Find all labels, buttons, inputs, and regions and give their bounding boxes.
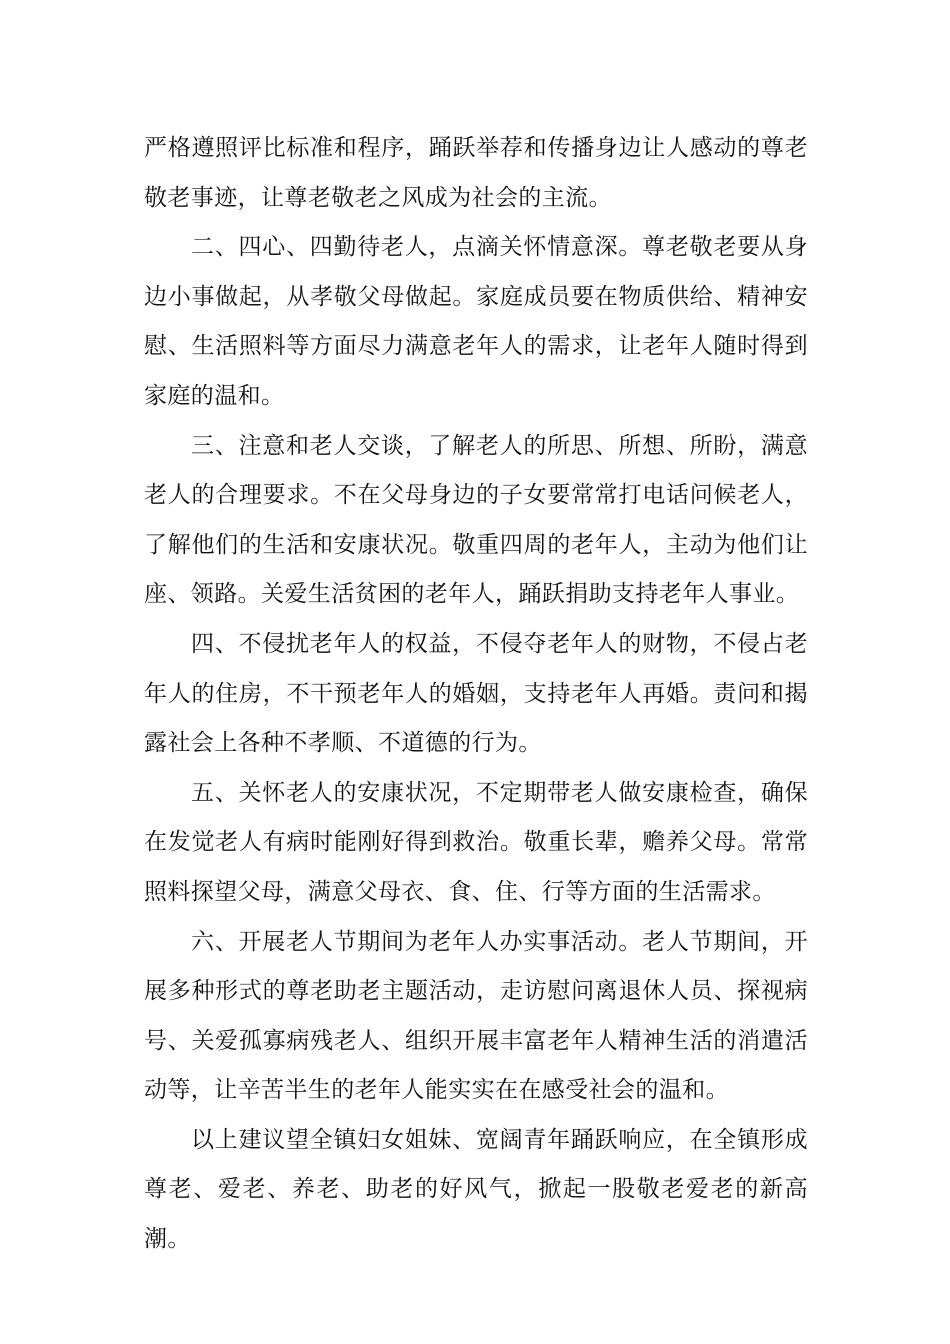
paragraph-item-5: 五、关怀老人的安康状况，不定期带老人做安康检查，确保在发觉老人有病时能刚好得到救治。敬重长辈，赡养父母。常常照料探望父母，满意父母衣、食、住、行等方面的生活需求。 [144, 779, 808, 905]
paragraph-item-6: 六、开展老人节期间为老年人办实事活动。老人节期间，开展多种形式的尊老助老主题活动，走访慰问离退休人员、探视病号、关爱孤寡病残老人、组织开展丰富老年人精神生活的消遣活动等，让辛苦半生的老年人能实实在在感受社会的温和。 [144, 928, 808, 1104]
document-body [144, 124, 808, 1265]
paragraph-item-3: 三、注意和老人交谈，了解老人的所思、所想、所盼，满意老人的合理要求。不在父母身边的子女要常常打电话问候老人，了解他们的生活和安康状况。敬重四周的老年人，主动为他们让座、领路。关爱生活贫困的老年人，踊跃捐助支持老年人事业。 [144, 432, 808, 608]
paragraph-item-2: 二、四心、四勤待老人，点滴关怀情意深。尊老敬老要从身边小事做起，从孝敬父母做起。家庭成员要在物质供给、精神安慰、生活照料等方面尽力满意老年人的需求，让老年人随时得到家庭的温和。 [144, 234, 808, 409]
paragraph-item-4: 四、不侵扰老年人的权益，不侵夺老年人的财物，不侵占老年人的住房，不干预老年人的婚姻，支持老年人再婚。责问和揭露社会上各种不孝顺、不道德的行为。 [144, 630, 808, 757]
paragraph-continuation: 严格遵照评比标准和程序，踊跃举荐和传播身边让人感动的尊老敬老事迹，让尊老敬老之风成为社会的主流。 [144, 135, 808, 211]
paragraph-conclusion: 以上建议望全镇妇女姐妹、宽阔青年踊跃响应，在全镇形成尊老、爱老、养老、助老的好风气，掀起一股敬老爱老的新高潮。 [144, 1126, 808, 1253]
